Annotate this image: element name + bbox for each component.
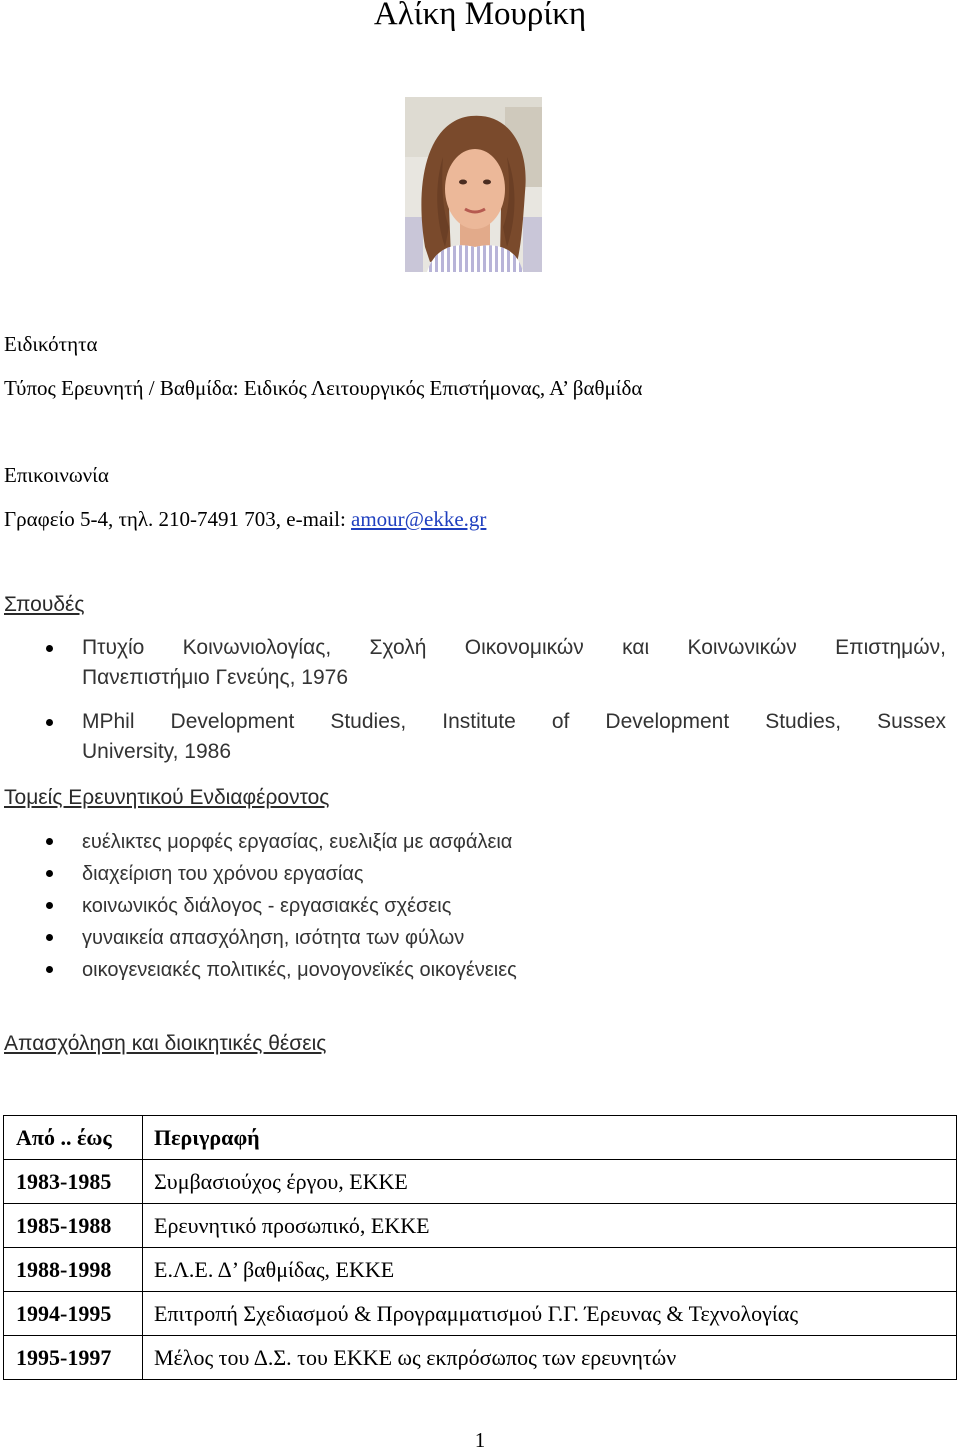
portrait-image [405,97,542,272]
period-cell: 1995-1997 [4,1336,143,1380]
employment-table [3,1115,957,1380]
table-row [4,1248,957,1292]
table-header-row [4,1116,957,1160]
page-title: Αλίκη Μουρίκη [373,0,587,32]
bullet-icon [46,719,53,726]
bullet-icon [46,870,53,877]
bullet-icon [46,838,53,845]
table-row [4,1336,957,1380]
period-cell: 1994-1995 [4,1292,143,1336]
column-header-period: Από .. έως [4,1116,143,1160]
bullet-icon [46,902,53,909]
table-row [4,1160,957,1204]
description-cell: Ε.Λ.Ε. Δ’ βαθμίδας, ΕΚΚΕ [143,1248,957,1292]
period-cell: 1988-1998 [4,1248,143,1292]
studies-heading: Σπουδές [4,593,85,616]
study-line-2: University, 1986 [82,740,232,763]
bullet-icon [46,934,53,941]
study-line-1: Πτυχίο Κοινωνιολογίας, Σχολή Οικονομικών και Κοινωνικών Επιστημών, [82,636,946,659]
study-line-1: MPhil Development Studies, Institute of Development Studies, Sussex [82,710,946,733]
cv-page: Αλίκη Μουρίκη Ειδικότητα Τύπος Ερευνητή / Βαθμίδα: Ειδικός Λειτουργικός Επιστήμονας, Α’ βαθμίδα Επικοινωνία Γραφείο 5-4, τηλ. 210-7491 703, e-mail: amour@ekke.gr Σπουδές Πτυχίο Κοινωνιολογίας, Σχολή Οικονομικών και Κοινωνικών Επιστημών, Πανεπιστήμιο Γενεύης, 1976 MPhil Development Studies, Institute of Development Studies, Sussex University, 1986 Τομείς Ερευνητικού Ενδιαφέροντος ευέλικτες μορφές εργασίας, ευελιξία με ασφάλεια διαχείριση του χρόνου εργασίας κοινωνικός διάλογος - εργασιακές σχέσεις γυναικεία απασχόληση, ισότητα των φύλων οικογενειακές πολιτικές, μονογονεϊκές οικογένειες Απασχόληση και διοικητικές θέσεις Από .. έως Περιγραφή 1983-1985 Συμβασιούχος έργου, ΕΚΚΕ 1985-1988 Ερευνητικό προσωπικό, ΕΚΚΕ 1988-1998 Ε.Λ.Ε. Δ’ βαθμίδας, ΕΚΚΕ 1994-1995 Επιτροπή Σχεδιασμού & Προγραμματισμού Γ.Γ. Έρευνας & Τεχνολογίας 1995-1997 Μέλος του Δ.Σ. του ΕΚΚΕ ως εκπρόσωπος των ερευνητών 1 [0,0,960,1451]
description-cell: Επιτροπή Σχεδιασμού & Προγραμματισμού Γ.Γ. Έρευνας & Τεχνολογίας [143,1292,957,1336]
page-number: 1 [474,1428,486,1452]
description-cell: Συμβασιούχος έργου, ΕΚΚΕ [143,1160,957,1204]
period-cell: 1983-1985 [4,1160,143,1204]
contact-line [4,505,486,533]
bullet-icon [46,966,53,973]
column-header-description: Περιγραφή [143,1116,957,1160]
period-cell: 1985-1988 [4,1204,143,1248]
profile-photo [405,97,542,272]
contact-heading: Επικοινωνία [4,463,109,487]
research-heading [4,784,329,812]
email-link[interactable]: amour@ekke.gr [351,507,487,531]
description-cell: Ερευνητικό προσωπικό, ΕΚΚΕ [143,1204,957,1248]
research-heading-text: Τομείς Ερευνητικού Ενδιαφέροντος [4,786,330,809]
table-row [4,1204,957,1248]
description-cell: Μέλος του Δ.Σ. του ΕΚΚΕ ως εκπρόσωπος των ερευνητών [143,1336,957,1380]
bullet-icon [46,645,53,652]
contact-office-text: Γραφείο 5-4, τηλ. 210-7491 703, e-mail: [4,507,352,531]
rank-line: Τύπος Ερευνητή / Βαθμίδα: Ειδικός Λειτουργικός Επιστήμονας, Α’ βαθμίδα [4,376,643,400]
study-line-2: Πανεπιστήμιο Γενεύης, 1976 [82,666,348,689]
specialty-heading: Ειδικότητα [4,332,98,356]
employment-heading: Απασχόληση και διοικητικές θέσεις [4,1032,327,1055]
table-row [4,1292,957,1336]
